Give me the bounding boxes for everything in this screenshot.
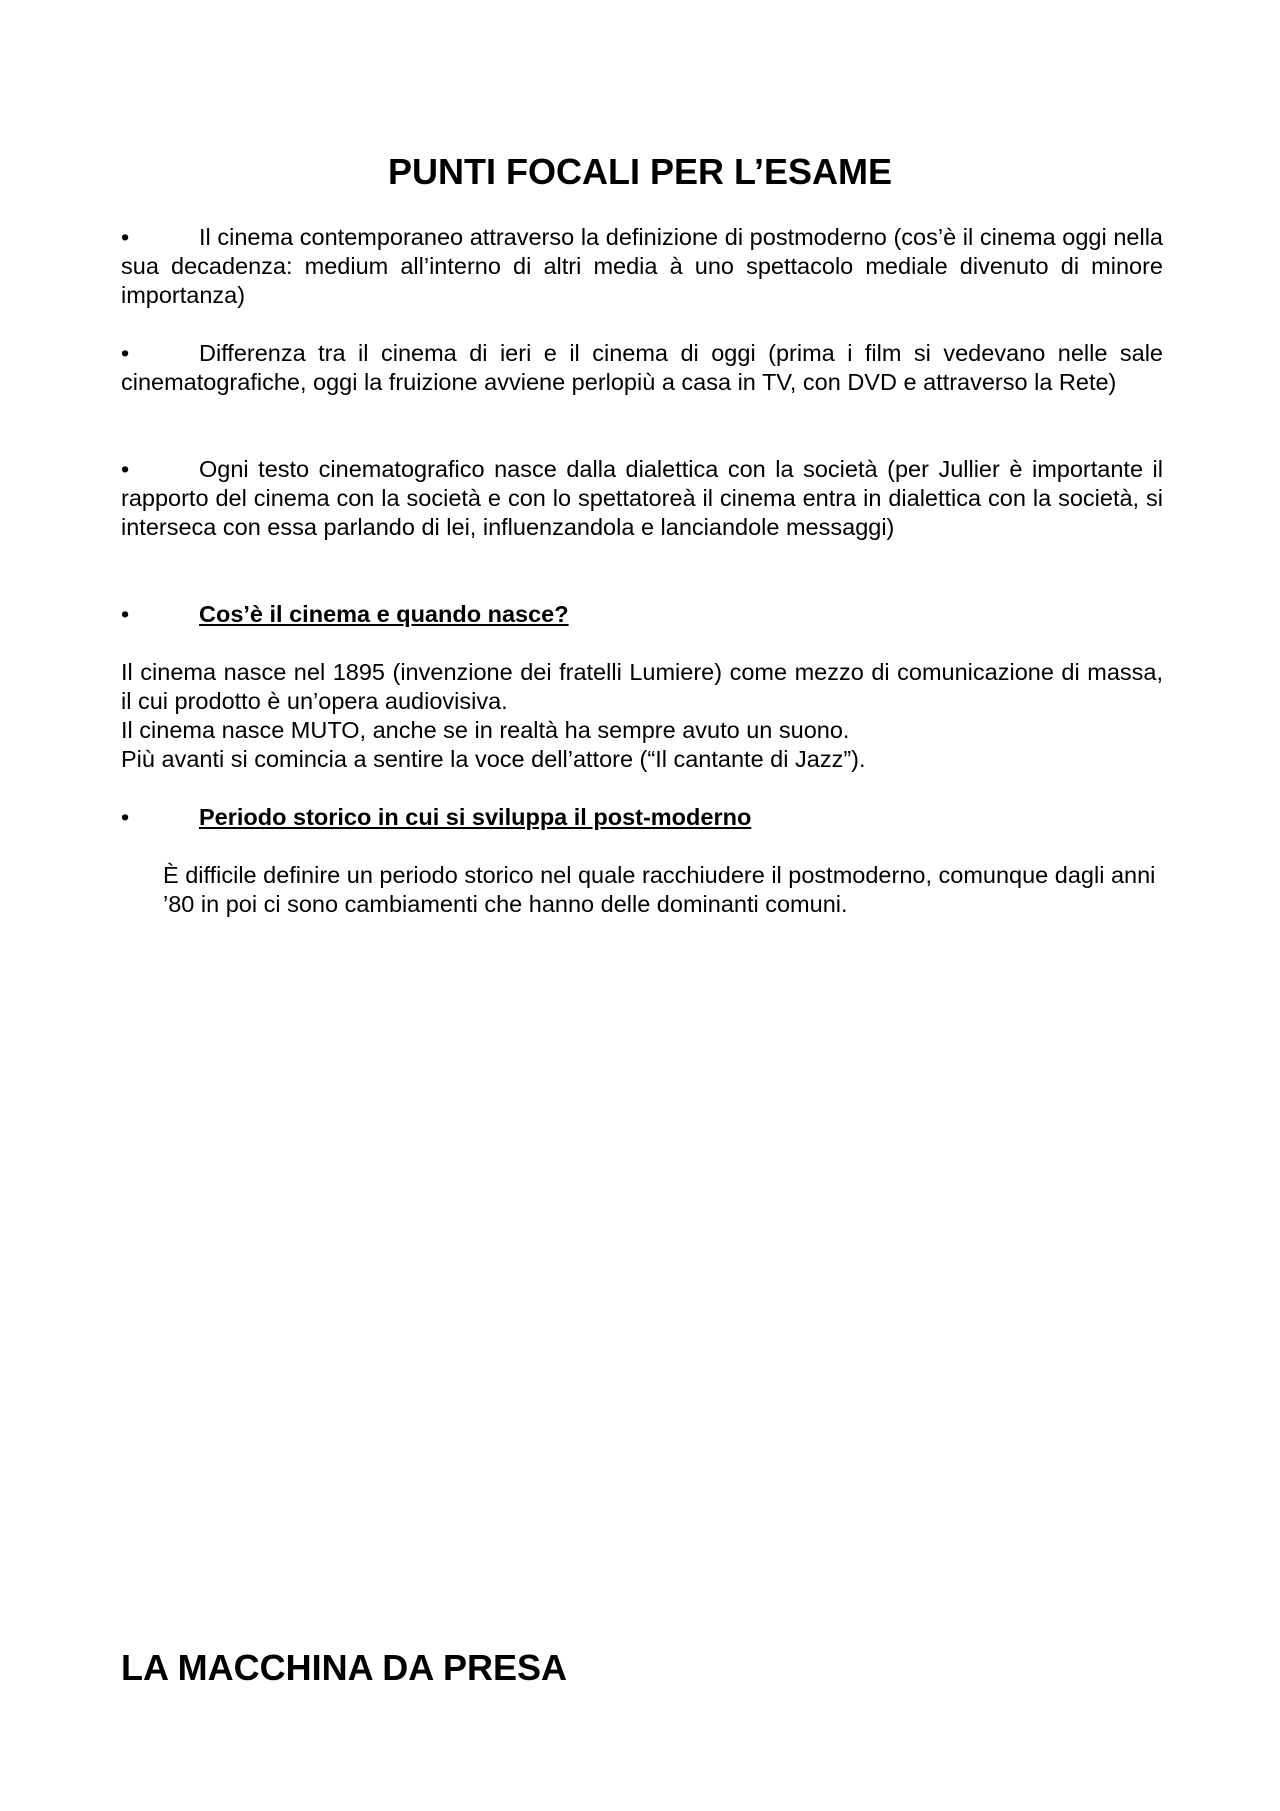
- paragraph-line: Il cinema nasce MUTO, anche se in realtà ha sempre avuto un suono.: [121, 717, 850, 743]
- bullet-marker: •: [121, 340, 130, 366]
- paragraph-line: Il cinema nasce nel 1895 (invenzione dei fratelli Lumiere) come mezzo di comunicazione di massa, il cui prodotto è un’opera audiovisiva.: [121, 659, 1163, 714]
- paragraph-line: Più avanti si comincia a sentire la voce dell’attore (“Il cantante di Jazz”).: [121, 746, 866, 772]
- bullet-heading-2: [121, 803, 1163, 832]
- paragraph-text: Il cinema contemporaneo attraverso la definizione di postmoderno (cos’è il cinema oggi nella sua decadenza: medium all’interno di altri media à uno spettacolo mediale divenuto di minore importanza): [121, 224, 1163, 308]
- subheading-text: Cos’è il cinema e quando nasce?: [199, 601, 569, 627]
- subheading-text: Periodo storico in cui si sviluppa il post-moderno: [199, 804, 752, 830]
- paragraph-text: Differenza tra il cinema di ieri e il cinema di oggi (prima i film si vedevano nelle sale cinematografiche, oggi la fruizione avviene perlopiù a casa in TV, con DVD e attraverso la Rete): [121, 340, 1163, 395]
- bullet-paragraph-3: [121, 455, 1163, 542]
- section-title: LA MACCHINA DA PRESA: [121, 1647, 567, 1688]
- bullet-marker: •: [121, 601, 130, 627]
- bullet-paragraph-2: [121, 339, 1163, 397]
- paragraph-cinema-origins: [121, 658, 1163, 774]
- paragraph-text: Ogni testo cinematografico nasce dalla dialettica con la società (per Jullier è importante il rapporto del cinema con la società e con lo spettatoreà il cinema entra in dialettica con la società, si interseca con essa parlando di lei, influenzandola e lanciandole messaggi): [121, 456, 1163, 540]
- bullet-marker: •: [121, 224, 130, 250]
- document-title: PUNTI FOCALI PER L’ESAME: [387, 151, 893, 192]
- bullet-heading-1: [121, 600, 1163, 629]
- bullet-marker: •: [121, 804, 130, 830]
- paragraph-postmodern-period: È difficile definire un periodo storico nel quale racchiudere il postmoderno, comunque dagli anni ’80 in poi ci sono cambiamenti che hanno delle dominanti comuni.: [163, 862, 1156, 917]
- bullet-marker: •: [121, 456, 130, 482]
- bullet-paragraph-1: [121, 223, 1163, 310]
